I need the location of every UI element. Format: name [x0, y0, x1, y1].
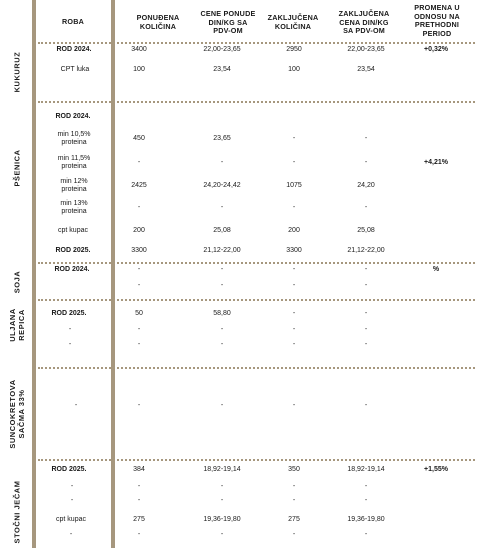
value-cell: -: [220, 159, 224, 166]
value-cell: -: [364, 266, 368, 273]
value-cell: -: [137, 159, 141, 166]
value-cell: -: [292, 326, 296, 333]
divider-line: [38, 101, 475, 103]
header-zakljucena-cena: ZAKLJUČENA CENA DIN/KG SA PDV-OM: [338, 9, 390, 35]
section-label-stocni-jecam: STOČNI JEČAM: [12, 480, 22, 544]
change-cell: +1,55%: [424, 466, 448, 473]
value-cell: 25,08: [213, 227, 231, 234]
row-label: min 11,5% proteina: [57, 155, 91, 170]
value-cell: 100: [288, 66, 300, 73]
value-cell: 200: [288, 227, 300, 234]
value-cell: -: [364, 341, 368, 348]
value-cell: 384: [133, 466, 145, 473]
value-cell: -: [220, 266, 224, 273]
value-cell: 3300: [131, 247, 147, 254]
value-cell: 3400: [131, 46, 147, 53]
value-cell: 19,36-19,80: [347, 516, 385, 523]
value-cell: -: [292, 531, 296, 538]
value-cell: 2950: [286, 46, 302, 53]
value-cell: 24,20: [357, 182, 375, 189]
value-cell: -: [137, 204, 141, 211]
value-cell: -: [364, 310, 368, 317]
row-label: -: [68, 341, 72, 348]
value-cell: 21,12-22,00: [347, 247, 385, 254]
value-cell: 23,65: [213, 135, 231, 142]
divider-line: [38, 262, 475, 264]
header-ponudjena-kolicina: PONUĐENA KOLIČINA: [136, 13, 180, 31]
header-roba: ROBA: [62, 17, 84, 26]
section-label-suncokretova-sacma: SUNCOKRETOVA SAČMA 33%: [8, 379, 26, 449]
row-label: ROD 2024.: [56, 46, 92, 53]
row-label: -: [68, 326, 72, 333]
value-cell: -: [364, 531, 368, 538]
value-cell: 275: [133, 516, 145, 523]
value-cell: -: [220, 497, 224, 504]
value-cell: 200: [133, 227, 145, 234]
row-label: -: [74, 402, 78, 409]
value-cell: 450: [133, 135, 145, 142]
section-label-psenica: PŠENICA: [12, 149, 22, 187]
value-cell: -: [364, 204, 368, 211]
value-cell: -: [220, 341, 224, 348]
value-cell: -: [220, 282, 224, 289]
header-cene-ponude: CENE PONUDE DIN/KG SA PDV-OM: [200, 9, 256, 35]
value-cell: 19,36-19,80: [203, 516, 241, 523]
row-label: ROD 2025.: [55, 247, 91, 254]
value-cell: -: [364, 402, 368, 409]
row-label: min 13% proteina: [60, 200, 88, 215]
value-cell: -: [292, 402, 296, 409]
value-cell: -: [364, 282, 368, 289]
value-cell: -: [137, 266, 141, 273]
value-cell: -: [292, 135, 296, 142]
value-cell: 350: [288, 466, 300, 473]
value-cell: -: [137, 341, 141, 348]
divider-line: [38, 459, 475, 461]
value-cell: -: [292, 159, 296, 166]
header-zakljucena-kolicina: ZAKLJUČENA KOLIČINA: [267, 13, 319, 31]
value-cell: 3300: [286, 247, 302, 254]
divider-line: [38, 367, 475, 369]
row-label: CPT luka: [60, 66, 90, 73]
value-cell: 22,00-23,65: [347, 46, 385, 53]
value-cell: 2425: [131, 182, 147, 189]
value-cell: -: [364, 159, 368, 166]
row-label: cpt kupac: [56, 516, 86, 523]
section-label-kukuruz: KUKURUZ: [12, 51, 22, 93]
change-cell: %: [432, 266, 440, 273]
value-cell: -: [364, 497, 368, 504]
value-cell: -: [292, 204, 296, 211]
row-label: -: [70, 497, 74, 504]
value-cell: 24,20-24,42: [203, 182, 241, 189]
label-divider-bar: [111, 0, 115, 548]
section-label-soja: SOJA: [12, 270, 22, 294]
row-label: ROD 2024.: [54, 266, 90, 273]
value-cell: -: [364, 483, 368, 490]
value-cell: -: [292, 483, 296, 490]
value-cell: -: [137, 402, 141, 409]
value-cell: 18,92-19,14: [203, 466, 241, 473]
row-label: ROD 2025.: [51, 466, 87, 473]
row-label: min 12% proteina: [60, 178, 88, 193]
value-cell: -: [220, 531, 224, 538]
value-cell: -: [137, 282, 141, 289]
value-cell: -: [220, 326, 224, 333]
value-cell: -: [220, 204, 224, 211]
divider-line: [38, 42, 475, 44]
value-cell: -: [137, 483, 141, 490]
divider-line: [38, 299, 475, 301]
value-cell: -: [292, 282, 296, 289]
value-cell: 23,54: [357, 66, 375, 73]
value-cell: 100: [133, 66, 145, 73]
value-cell: -: [364, 135, 368, 142]
value-cell: -: [292, 341, 296, 348]
row-label: min 10,5% proteina: [57, 131, 91, 146]
value-cell: -: [292, 310, 296, 317]
header-promena: PROMENA U ODNOSU NA PRETHODNI PERIOD: [414, 3, 460, 38]
row-label: -: [69, 531, 73, 538]
value-cell: -: [220, 483, 224, 490]
value-cell: 1075: [286, 182, 302, 189]
value-cell: -: [220, 402, 224, 409]
left-divider-bar: [32, 0, 36, 548]
value-cell: 22,00-23,65: [203, 46, 241, 53]
change-cell: +4,21%: [424, 159, 448, 166]
row-label: cpt kupac: [58, 227, 88, 234]
row-label: ROD 2025.: [51, 310, 87, 317]
value-cell: 23,54: [213, 66, 231, 73]
value-cell: -: [292, 266, 296, 273]
value-cell: 18,92-19,14: [347, 466, 385, 473]
row-label: -: [70, 483, 74, 490]
change-cell: +0,32%: [424, 46, 448, 53]
value-cell: 275: [288, 516, 300, 523]
row-label: ROD 2024.: [55, 113, 91, 120]
value-cell: -: [137, 497, 141, 504]
section-label-uljana-repica: ULJANA REPICA: [8, 308, 26, 342]
value-cell: -: [364, 326, 368, 333]
value-cell: 58,80: [213, 310, 231, 317]
value-cell: 50: [135, 310, 143, 317]
value-cell: -: [137, 326, 141, 333]
value-cell: -: [137, 531, 141, 538]
value-cell: -: [292, 497, 296, 504]
value-cell: 21,12-22,00: [203, 247, 241, 254]
value-cell: 25,08: [357, 227, 375, 234]
